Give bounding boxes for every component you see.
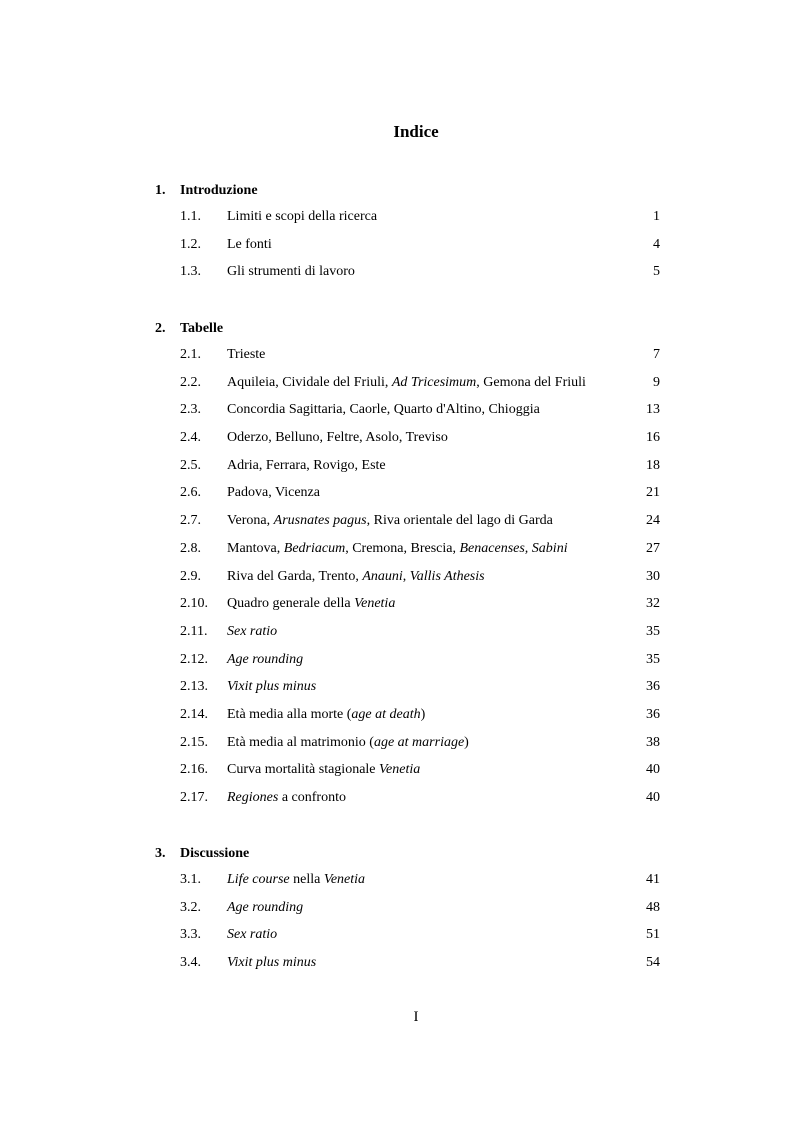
toc-entry-title-text: Mantova, bbox=[227, 540, 284, 556]
toc-entry-title bbox=[227, 203, 377, 231]
toc-entry-number: 2.9. bbox=[180, 568, 201, 584]
toc-entry-title-italic: Anauni bbox=[362, 568, 403, 584]
toc-entry-title bbox=[227, 396, 540, 424]
toc-entry-page: 35 bbox=[646, 651, 660, 667]
toc-entry-title-italic: Arusnates pagus bbox=[273, 513, 367, 529]
toc-entry-title-italic: Sex ratio bbox=[227, 623, 278, 639]
toc-entry-title bbox=[227, 894, 303, 922]
toc-entry[interactable] bbox=[155, 563, 675, 591]
toc-entry-title-text: nella bbox=[289, 872, 324, 887]
toc-entry[interactable] bbox=[155, 701, 675, 729]
toc-entry-number: 3.2. bbox=[180, 899, 201, 915]
toc-entry-title bbox=[227, 701, 425, 729]
toc-entry-number: 3.3. bbox=[180, 927, 201, 943]
toc-entry-title-text: ) bbox=[464, 734, 469, 750]
toc-entry[interactable] bbox=[155, 673, 675, 701]
toc-entry[interactable] bbox=[155, 784, 675, 812]
toc-entry-title bbox=[227, 729, 469, 757]
toc-entry-title-text: Età media alla morte ( bbox=[227, 706, 352, 722]
toc-entry-title-text: , bbox=[402, 568, 410, 584]
toc-entry-title bbox=[227, 590, 395, 618]
toc-entry-title-italic: Life course bbox=[227, 872, 290, 887]
toc-entry-title-text: Riva del Garda, Trento, bbox=[227, 568, 363, 584]
section-number: 3. bbox=[155, 846, 166, 861]
toc-entry-title-italic: Venetia bbox=[323, 872, 366, 887]
page-number: I bbox=[413, 1009, 419, 1025]
toc-entry[interactable] bbox=[155, 424, 675, 452]
toc-entry-title-text: , Gemona del Friuli bbox=[476, 374, 586, 390]
toc-entry-number: 2.12. bbox=[180, 651, 208, 667]
toc-entry-title bbox=[227, 341, 265, 369]
toc-entry-title-italic: age at marriage bbox=[373, 734, 465, 750]
toc-entry-number: 2.4. bbox=[180, 430, 201, 446]
toc-entry-title bbox=[227, 479, 320, 507]
toc-entry-title bbox=[227, 424, 448, 452]
toc-entry[interactable] bbox=[155, 396, 675, 424]
toc-entry-title-italic: Venetia bbox=[379, 762, 421, 778]
toc-entry-page: 36 bbox=[646, 706, 660, 722]
toc-entry-title-italic: Vixit plus minus bbox=[227, 679, 317, 695]
toc-entry-number: 3.1. bbox=[180, 872, 201, 887]
toc-entry-title-text: a confronto bbox=[278, 790, 346, 805]
toc-entry-title-text: Quadro generale della bbox=[227, 596, 355, 612]
toc-entry-title bbox=[227, 784, 346, 812]
toc-entry-page: 36 bbox=[646, 679, 660, 695]
toc-entry-title-italic: Vallis Athesis bbox=[409, 568, 485, 584]
toc-entry-title-italic: Sex ratio bbox=[227, 927, 278, 943]
toc-entry[interactable] bbox=[155, 479, 675, 507]
toc-entry-page: 40 bbox=[646, 790, 660, 805]
toc-entry-page: 32 bbox=[646, 596, 660, 612]
toc-entry-title-text: Gli strumenti di lavoro bbox=[227, 264, 355, 280]
toc-entry-title-italic: Bedriacum bbox=[283, 540, 346, 556]
toc-entry-title-text: Adria, Ferrara, Rovigo, Este bbox=[227, 457, 386, 473]
toc-entry-title bbox=[227, 646, 303, 674]
toc-entry-number: 2.13. bbox=[180, 679, 208, 695]
toc-entry-title-italic: Regiones bbox=[227, 790, 279, 805]
toc-entry-page: 16 bbox=[646, 430, 660, 446]
toc-entry-title bbox=[227, 231, 272, 259]
toc-entry-page: 38 bbox=[646, 734, 660, 750]
toc-entry[interactable] bbox=[155, 369, 675, 397]
toc-entry[interactable] bbox=[155, 452, 675, 480]
section-number: 1. bbox=[155, 183, 166, 198]
toc-entry[interactable] bbox=[155, 618, 675, 646]
toc-entry-page: 51 bbox=[646, 927, 660, 943]
toc-section-tabelle bbox=[155, 317, 675, 812]
toc-entry-number: 2.16. bbox=[180, 762, 208, 778]
toc-entry-number: 3.4. bbox=[180, 955, 201, 971]
toc-entry-page: 40 bbox=[646, 762, 660, 778]
toc-entry-title bbox=[227, 507, 553, 535]
toc-entry-page: 48 bbox=[646, 899, 660, 915]
toc-entry-page: 27 bbox=[646, 540, 660, 556]
toc-entry-page: 1 bbox=[653, 209, 660, 224]
toc-entry-title bbox=[227, 369, 586, 397]
toc-entry-title-italic: Benacenses, Sabini bbox=[459, 540, 568, 556]
toc-entry-title-italic: Venetia bbox=[354, 596, 396, 612]
toc-entry-number: 2.3. bbox=[180, 402, 201, 418]
toc-entry-number: 2.1. bbox=[180, 347, 201, 362]
toc-section-introduzione bbox=[155, 179, 675, 286]
toc-entry-page: 30 bbox=[646, 568, 660, 584]
toc-entry[interactable] bbox=[155, 646, 675, 674]
toc-entry-title-text: Curva mortalità stagionale bbox=[227, 762, 380, 778]
toc-entry[interactable] bbox=[155, 949, 675, 977]
section-title: Introduzione bbox=[180, 183, 258, 198]
toc-entry-title bbox=[227, 618, 277, 646]
toc-entry-title-text: Trieste bbox=[227, 347, 266, 362]
toc-entry-number: 1.3. bbox=[180, 264, 201, 280]
toc-entry-title bbox=[227, 866, 365, 894]
toc-entry[interactable] bbox=[155, 203, 675, 231]
toc-entry-number: 2.5. bbox=[180, 457, 201, 473]
toc-entry-page: 5 bbox=[653, 264, 660, 280]
toc-entry-page: 21 bbox=[646, 485, 660, 501]
toc-entry-title bbox=[227, 258, 355, 286]
section-number: 2. bbox=[155, 321, 166, 336]
toc-entry-title-text: , Riva orientale del lago di Garda bbox=[366, 513, 553, 529]
toc-entry-number: 2.11. bbox=[180, 623, 208, 639]
section-heading bbox=[155, 317, 675, 341]
toc-entry-title-text: Limiti e scopi della ricerca bbox=[227, 209, 378, 224]
toc-entry-number: 2.7. bbox=[180, 513, 201, 529]
toc-entry-title-italic: Vixit plus minus bbox=[227, 955, 317, 971]
toc-entry-number: 1.2. bbox=[180, 236, 201, 252]
toc-entry-page: 13 bbox=[646, 402, 660, 418]
toc-entry-page: 24 bbox=[646, 513, 660, 529]
section-title: Discussione bbox=[180, 846, 250, 861]
toc-entry[interactable] bbox=[155, 507, 675, 535]
toc-entry-title-text: Le fonti bbox=[227, 236, 272, 252]
toc-entry-title-text: Concordia Sagittaria, Caorle, Quarto d'Altino, Chioggia bbox=[227, 402, 540, 418]
toc-entry-page: 18 bbox=[646, 457, 660, 473]
toc-entry-title-text: Oderzo, Belluno, Feltre, Asolo, Treviso bbox=[227, 430, 448, 446]
section-heading bbox=[155, 842, 675, 866]
toc-entry-title bbox=[227, 452, 386, 480]
toc-entry[interactable] bbox=[155, 590, 675, 618]
page-title: Indice bbox=[393, 122, 439, 141]
toc-entry-title-italic: Ad Tricesimum bbox=[391, 374, 477, 390]
toc-entry-page: 4 bbox=[653, 236, 660, 252]
toc-entry-number: 2.2. bbox=[180, 374, 201, 390]
toc-entry-title-text: Padova, Vicenza bbox=[227, 485, 320, 501]
toc-entry-title-italic: age at death bbox=[351, 706, 421, 722]
toc-entry[interactable] bbox=[155, 921, 675, 949]
toc-entry[interactable] bbox=[155, 729, 675, 757]
toc-entry-page: 9 bbox=[653, 374, 660, 390]
toc-entry-title bbox=[227, 563, 485, 591]
toc-entry[interactable] bbox=[155, 341, 675, 369]
toc-entry[interactable] bbox=[155, 258, 675, 286]
toc-entry-number: 2.15. bbox=[180, 734, 208, 750]
toc-entry-number: 1.1. bbox=[180, 209, 201, 224]
section-heading bbox=[155, 179, 675, 203]
toc-entry-title-italic: Age rounding bbox=[227, 651, 304, 667]
toc-entry[interactable] bbox=[155, 894, 675, 922]
toc-entry-title bbox=[227, 535, 568, 563]
toc-entry-number: 2.6. bbox=[180, 485, 201, 501]
toc-entry-number: 2.10. bbox=[180, 596, 208, 612]
toc-entry-number: 2.17. bbox=[180, 790, 208, 805]
toc-entry-page: 35 bbox=[646, 623, 660, 639]
toc-entry-title-italic: Age rounding bbox=[227, 899, 304, 915]
toc-entry-title-text: Aquileia, Cividale del Friuli, bbox=[227, 374, 392, 390]
toc-entry-page: 41 bbox=[646, 872, 660, 887]
toc-entry-title-text: Età media al matrimonio ( bbox=[227, 734, 374, 750]
toc-entry[interactable] bbox=[155, 535, 675, 563]
toc-entry-title bbox=[227, 949, 316, 977]
toc-entry-title bbox=[227, 673, 316, 701]
toc-entry[interactable] bbox=[155, 231, 675, 259]
toc-entry-number: 2.14. bbox=[180, 706, 208, 722]
toc-entry-title-text: , Cremona, Brescia, bbox=[345, 540, 460, 556]
toc-entry[interactable] bbox=[155, 756, 675, 784]
toc-entry-page: 54 bbox=[646, 955, 660, 971]
toc-entry-title-text: ) bbox=[420, 706, 426, 722]
toc-entry-title bbox=[227, 921, 277, 949]
toc-entry[interactable] bbox=[155, 866, 675, 894]
toc-entry-title-text: Verona, bbox=[227, 513, 274, 529]
toc-entry-page: 7 bbox=[653, 347, 660, 362]
toc-entry-number: 2.8. bbox=[180, 540, 201, 556]
toc-entry-title bbox=[227, 756, 420, 784]
section-title: Tabelle bbox=[180, 321, 224, 336]
toc-section-discussione bbox=[155, 842, 675, 977]
